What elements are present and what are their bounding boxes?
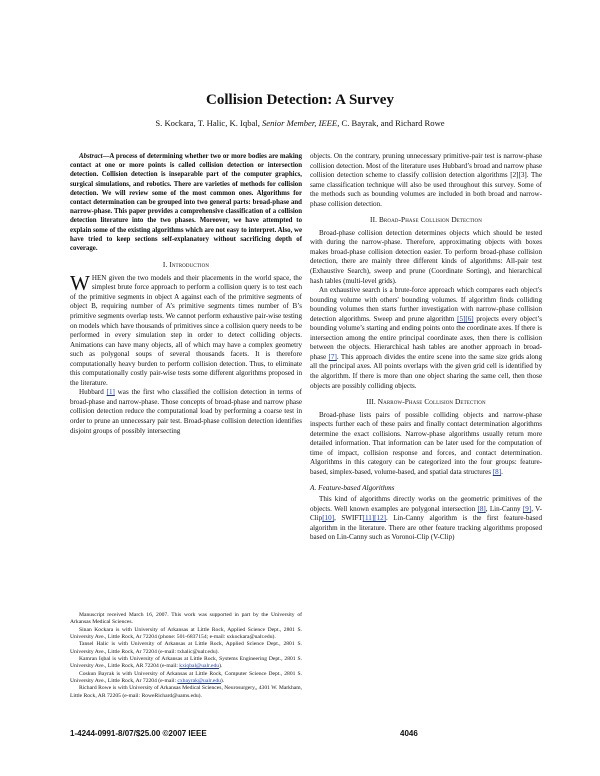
authors-tail: , C. Bayrak, and Richard Rowe	[337, 118, 445, 128]
citation-link[interactable]: [10]	[322, 514, 335, 523]
narrow-text-a: Broad-phase lists pairs of possible colliding objects and narrow-phase inspects further each of these pairs and finally contact determination algorithms determine the exact collisions. Narrow-phase algorithms usually return more detailed information. That information can be later used for the computation of time of impact, collision response and forces, and contact determination. Algorithms in this category can be categorized into the four groups: feature-based, simplex-based, volume-based, and spatial data structures	[310, 410, 542, 476]
intro-paragraph-1	[70, 270, 302, 389]
footnote-manuscript: Manuscript received March 16, 2007. This work was supported in part by the University of Arkansas Medical Sciences.	[70, 612, 302, 626]
narrow-text-b: .	[501, 467, 503, 476]
intro-continued: objects. On the contrary, pruning unnecessary primitive-pair test is narrow-phase collision detection. Most of the literature uses Hubbard’s broad and narrow phase collision detection scheme to classify collision detection algorithms [2][3]. The same classification technique will also be used throughout this survey. Some of the methods such as bounding volumes are included in both broad and narrow-phase collision detection.	[310, 152, 542, 208]
section-heading-broad-phase	[310, 215, 542, 225]
subsection-heading-feature-based: A. Feature-based Algorithms	[310, 482, 395, 492]
drop-cap: W	[70, 270, 90, 295]
broad-text-a: An exhaustive search is a brute-force approach which compares each object's bounding volume with others' bounding volumes. If algorithm finds colliding bounding volumes then starts further investigation with narrow-phase collision detection algorithms. Sweep and prune algorithm	[310, 286, 542, 323]
feature-based-paragraph-1	[310, 495, 542, 543]
abstract-label: Abstract	[79, 153, 103, 160]
email-link[interactable]: cxbayrak@ualr.edu	[177, 678, 221, 685]
section-number: III.	[366, 397, 378, 407]
author-line	[0, 118, 600, 128]
footnote-bayrak-end: ).	[220, 678, 225, 685]
intro-text-2b: was the first who classified the collision detection in terms of broad-phase and narrow-phase. Those concepts of broad-phase and narrow phase collision detection reduce the computational load by performing a coarse test in order to prune an unnecessary pair test. Broad-phase collision detection identifies disjoint groups of possibly intersecting	[70, 388, 302, 435]
citation-link[interactable]: [11][12]	[362, 514, 386, 523]
footnote-halic: Tansel Halic is with University of Arkansas at Little Rock, Applied Science Dept., 2801 S. University Ave., Little Rock, Ar 72204 (e-mail: txhalic@ualr.edu).	[70, 641, 302, 655]
broad-text-b: projects every object’s bounding volume’s starting and ending points onto the coordinate axes. If there is intersection among the entire principal coordinate axes, then there is collision between the objects. Hierarchical hash tables are another approach in broad-phase	[310, 314, 542, 361]
broad-text-c: . This approach divides the entire scene into the same size grids along all the principal axes. All points overlaps with the given grid cell is identified by the algorithm. If there is more than one object sharing the same cell, then those objects are possibly colliding objects.	[310, 352, 542, 390]
section-heading-introduction	[70, 260, 302, 270]
footnote-bayrak	[70, 671, 302, 686]
right-column	[310, 152, 542, 543]
footnote-kockara: Sinan Kockara is with University of Arkansas at Little Rock, Applied Science Dept., 2801 S. University Ave., Little Rock, Ar 72204 (phone: 501-6837154; e-mail: sxkockara@ualr.edu).	[70, 626, 302, 641]
authors-membership: Senior Member, IEEE	[262, 118, 338, 128]
citation-link[interactable]: [5][6]	[457, 314, 474, 323]
citation-link[interactable]: [7]	[328, 352, 337, 361]
footnote-bayrak-text: Coskun Bayrak is with University of Arkansas at Little Rock, Computer Science Dept., 2801 S. University Ave., Little Rock, Ar 72204 (e-mail:	[70, 670, 302, 685]
intro-paragraph-2	[70, 388, 302, 436]
footnote-iqbal-text: Kamran Iqbal is with University of Arkansas at Little Rock, Systems Engineering Dept., 2801 S. University Ave., Little Rock, AR 72204 (e-mail:	[70, 656, 302, 670]
feature-text-d: , SWIFT	[334, 514, 363, 523]
intro-text-1: HEN given the two models and their placements in the world space, the simplest brute force approach to perform a collision query is to test each of the primitive segments in object A against each of the primitive segments of object B, requiring number of A’s primitive segments times number of B’s primitive segments overlap tests. We cannot perform exhaustive pair-wise testing on models which have thousands of primitives since a collision query needs to be performed in every simulation step in order to detect colliding objects. Animations can have many objects, all of which may have a complex geometry such as polygonal soups of several thousands facets. It is therefore computationally heavy burden to perform collision detection. Thus, to eliminate this computationally costly pair-wise tests some different algorithms proposed in the literature.	[70, 273, 302, 387]
footnote-iqbal	[70, 656, 302, 671]
section-heading-narrow-phase	[310, 397, 542, 407]
section-title: Introduction	[169, 260, 210, 270]
feature-text-e: . Lin-Canny algorithm is the first feature-based algorithm in the literature. There are other feature tracking algorithms proposed based on Lin-Canny such as Voronoi-Clip (V-Clip)	[310, 514, 542, 542]
abstract	[70, 152, 302, 253]
feature-text-a: This kind of algorithms directly works on the geometric primitives of the objects. Well known examples are polygonal intersection	[310, 495, 542, 513]
citation-link[interactable]: [8]	[492, 467, 502, 476]
intro-text-2a: Hubbard	[79, 388, 107, 397]
feature-text-b: , Lin-Canny	[485, 504, 523, 513]
feature-text-c: , V-Clip	[310, 504, 542, 523]
citation-link[interactable]: [9]	[522, 504, 532, 513]
copyright-line: 1-4244-0991-8/07/$25.00 ©2007 IEEE	[70, 729, 207, 738]
section-title: Broad-Phase Collision Detection	[378, 215, 482, 225]
footnotes	[70, 612, 302, 700]
citation-link[interactable]: [1]	[106, 388, 115, 397]
broad-phase-paragraph-1: Broad-phase collision detection determines objects which should be tested with during the narrow-phase. Therefore, approximating objects with boxes makes broad-phase collision detection easier. To perform broad-phase collision detection, there are mainly three different kinds of algorithms: All-pair test (Exhaustive Search), sweep and prune (Coordinate Sorting), and hierarchical hash tables (multi-level grids).	[310, 228, 542, 285]
abstract-text: —A process of determining whether two or more bodies are making contact at one or more points is called collision detection or intersection detection. Collision detection is inseparable part of the computer graphics, surgical simulations, and robotics. There are varieties of methods for collision detection. We will review some of the most common ones. Algorithms for contact determination can be grouped into two general parts: broad-phase and narrow-phase. This paper provides a comprehensive classification of a collision detection literature into the two phases. Moreover, we have attempted to explain some of the existing algorithms which are not easy to interpret. Also, we have tried to keep sections self-explanatory without sacrificing depth of coverage.	[70, 153, 302, 253]
paper-title: Collision Detection: A Survey	[206, 92, 394, 108]
authors-main: S. Kockara, T. Halic, K. Iqbal,	[155, 118, 262, 128]
footnote-iqbal-end: ).	[219, 663, 223, 670]
section-number: II.	[370, 215, 379, 225]
broad-phase-paragraph-2	[310, 286, 542, 391]
citation-link[interactable]: [8]	[477, 504, 486, 513]
page-number: 4046	[400, 729, 418, 738]
section-number: I.	[162, 260, 170, 270]
section-title: Narrow-Phase Collision Detection	[377, 397, 486, 407]
footnote-rowe: Richard Rowe is with University of Arkansas Medical Sciences, Neurosurgery,, 4301 W. Markham, Little Rock, AR 72205 (e-mail: RoweRichard@uams.edu).	[70, 685, 302, 699]
left-column	[70, 152, 302, 436]
email-link[interactable]: kxiqbal@ualr.edu	[179, 663, 220, 670]
narrow-phase-paragraph-1	[310, 411, 542, 478]
